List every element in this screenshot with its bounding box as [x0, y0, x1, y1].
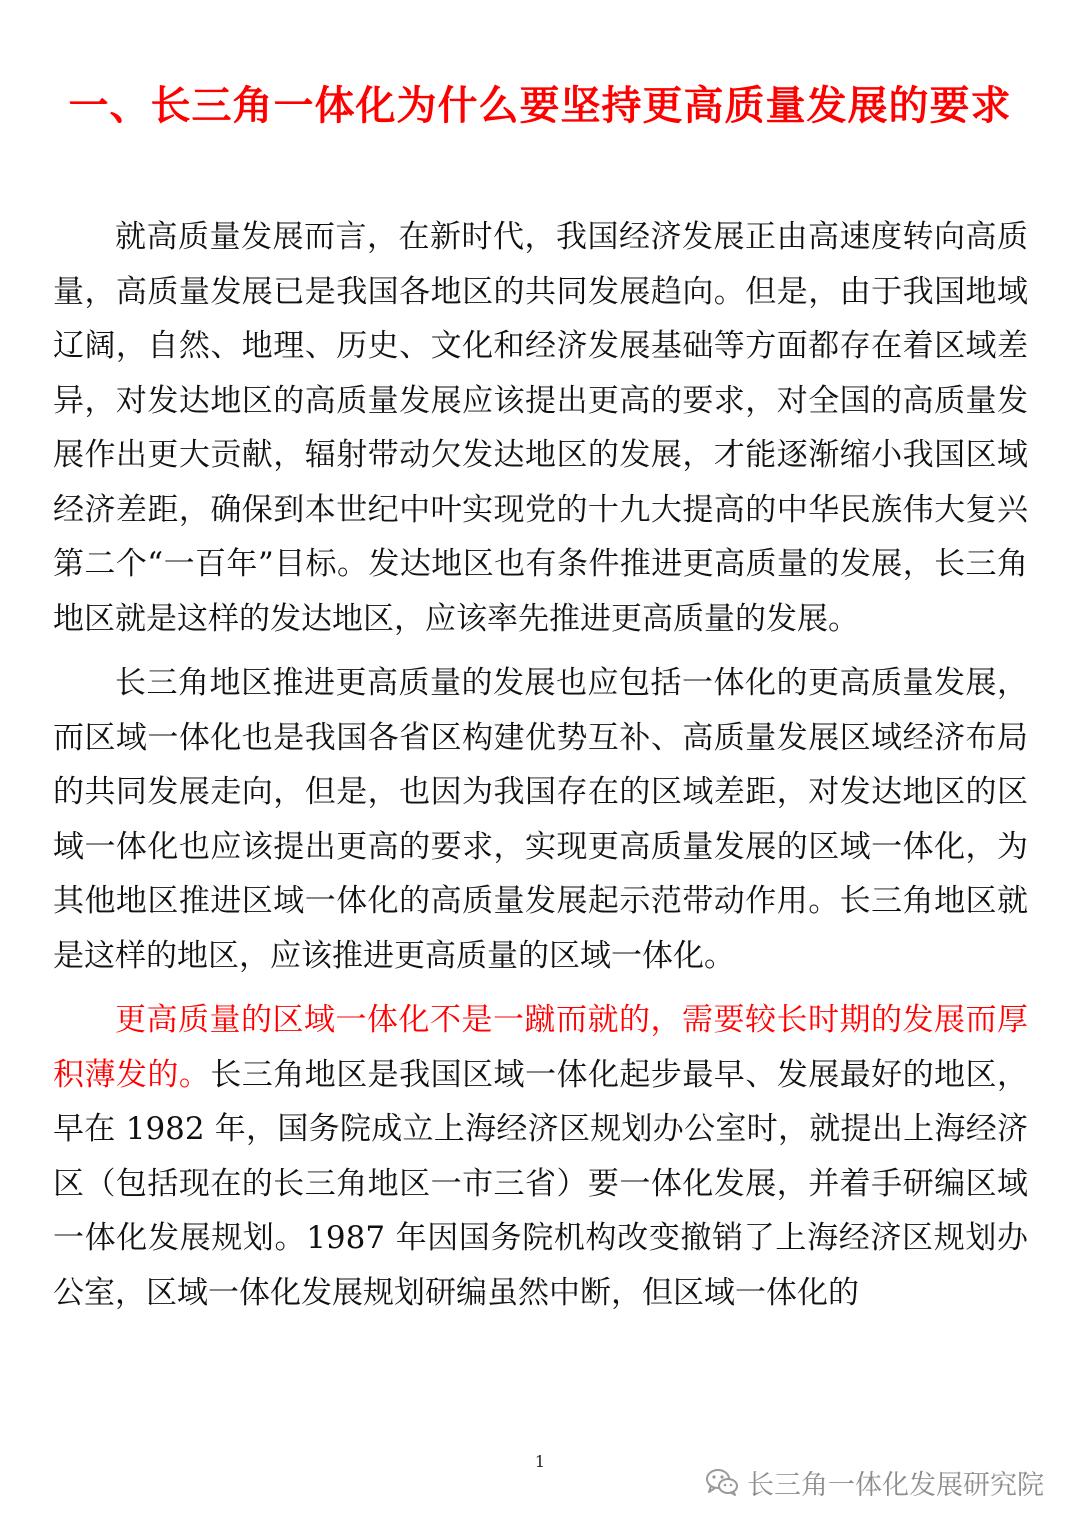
page-title: 一、长三角一体化为什么要坚持更高质量发展的要求: [68, 82, 1012, 129]
paragraph-3-text: 长三角地区是我国区域一体化起步最早、发展最好的地区，早在 1982 年，国务院成立上海经济区规划办公室时，就提出上海经济区（包括现在的长三角地区一市三省）要一体化发展，并着手研编区域一体化发展规划。1987 年因国务院机构改变撤销了上海经济区规划办公室，区域一体化发展规划研编虽然中断，但区域一体化的: [53, 1056, 1029, 1311]
page-number: 1: [534, 1452, 546, 1471]
paragraph-1: 就高质量发展而言，在新时代，我国经济发展正由高速度转向高质量，高质量发展已是我国各地区的共同发展趋向。但是，由于我国地域辽阔，自然、地理、历史、文化和经济发展基础等方面都存在着区域差异，对发达地区的高质量发展应该提出更高的要求，对全国的高质量发展作出更大贡献，辐射带动欠发达地区的发展，才能逐渐缩小我国区域经济差距，确保到本世纪中叶实现党的十九大提高的中华民族伟大复兴第二个“一百年”目标。发达地区也有条件推进更高质量的发展，长三角地区就是这样的发达地区，应该率先推进更高质量的发展。: [53, 219, 1028, 637]
highlighted-sentence: 更高质量的区域一体化不是一蹴而就的，需要较长时期的发展而厚积薄发的。: [53, 1002, 1028, 1093]
document-body: [53, 210, 1028, 1330]
paragraph-3: [53, 993, 1028, 1320]
watermark-text: 长三角一体化发展研究院: [747, 1469, 1044, 1501]
paragraph-2: 长三角地区推进更高质量的发展也应包括一体化的更高质量发展，而区域一体化也是我国各省区构建优势互补、高质量发展区域经济布局的共同发展走向，但是，也因为我国存在的区域差距，对发达地区的区域一体化也应该提出更高的要求，实现更高质量发展的区域一体化，为其他地区推进区域一体化的高质量发展起示范带动作用。长三角地区就是这样的地区，应该推进更高质量的区域一体化。: [53, 665, 1028, 974]
wechat-icon: [705, 1467, 739, 1497]
account-watermark: [705, 1460, 1044, 1504]
